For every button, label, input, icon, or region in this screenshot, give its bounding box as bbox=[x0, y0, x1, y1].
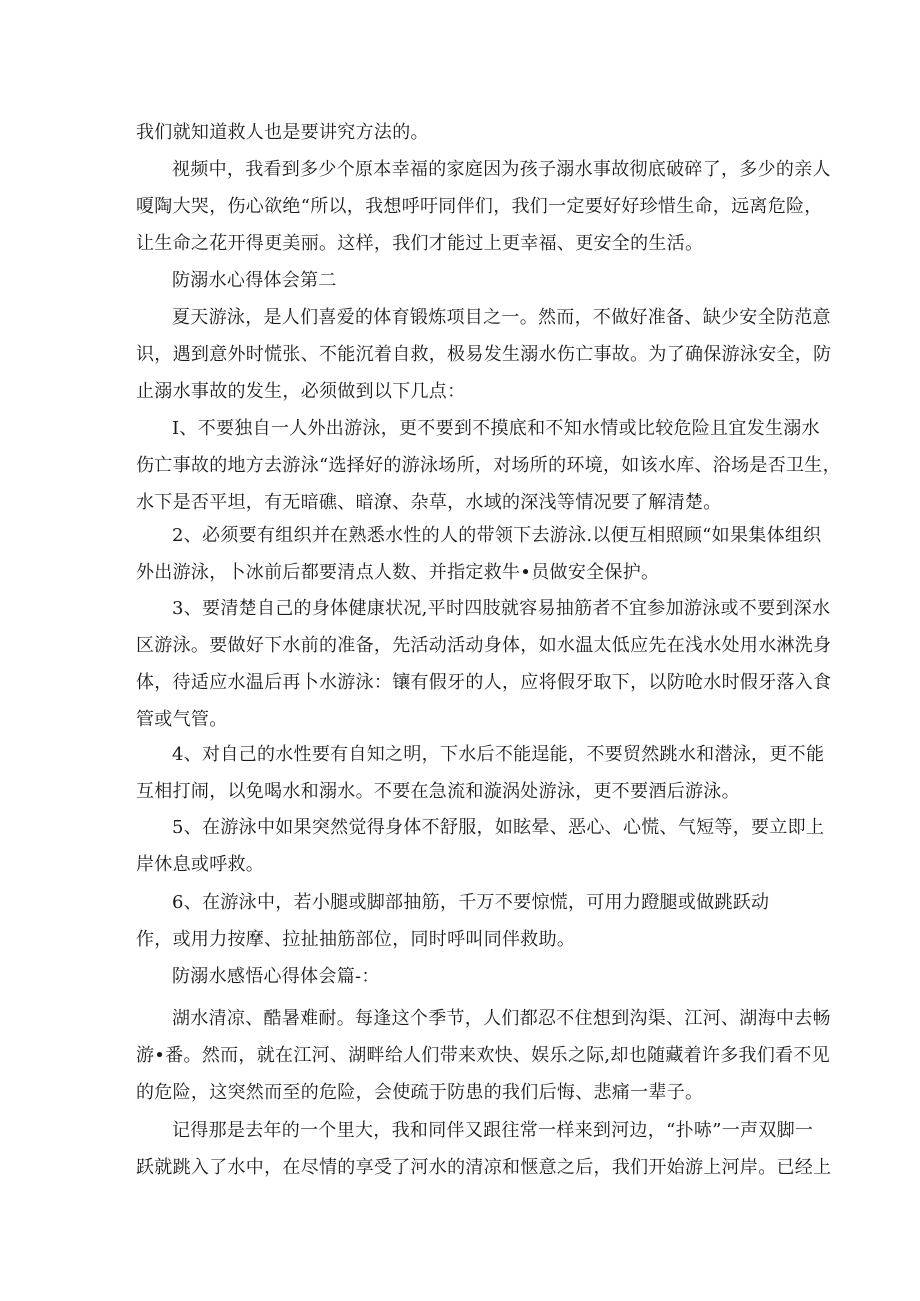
paragraph-2 bbox=[136, 151, 831, 262]
text-line: 让生命之花开得更美丽。这样，我们才能过上更幸福、更安全的生活。 bbox=[136, 233, 704, 254]
text-line: 互相打闹，以免喝水和溺水。不要在急流和漩涡处游泳，更不要酒后游泳。 bbox=[136, 781, 740, 802]
text-line: 4、对自己的水性要有自知之明，下水后不能逞能，不要贸然跳水和潜泳，更不能 bbox=[172, 744, 825, 765]
text-line: 伤亡事故的地方去游泳“选择好的游泳场所，对场所的环境，如该水库、浴场是否卫生， bbox=[136, 455, 841, 476]
list-item-6 bbox=[136, 884, 784, 958]
text-line: 防溺水心得体会第二 bbox=[172, 270, 337, 291]
text-line: 跃就跳入了水中，在尽情的享受了河水的清凉和惬意之后，我们开始游上河岸。已经上 bbox=[136, 1157, 832, 1178]
text-line: 体，待适应水温后再卜水游泳：镶有假牙的人，应将假牙取下，以防呛水时假牙落入食 bbox=[136, 672, 832, 693]
text-line: 作，或用力按摩、拉扯抽筋部位，同时呼叫同伴救助。 bbox=[136, 929, 576, 950]
text-line: 区游泳。要做好下水前的准备，先活动活动身体，如水温太低应先在浅水处用水淋洗身 bbox=[136, 635, 832, 656]
text-line: 6、在游泳中，若小腿或脚部抽筋，千万不要惊慌，可用力蹬腿或做跳跃动 bbox=[172, 892, 770, 913]
text-line: 管或气管。 bbox=[136, 709, 228, 730]
paragraph-1 bbox=[136, 114, 784, 151]
section-heading-2 bbox=[136, 262, 784, 299]
text-line: 湖水清凉、酷暑难耐。每逢这个季节，人们都忍不住想到沟渠、江河、湖海中去畅 bbox=[172, 1008, 831, 1029]
text-line: 止溺水事故的发生，必须做到以下几点： bbox=[136, 381, 466, 402]
paragraph-4 bbox=[136, 299, 832, 410]
text-line: 识，遇到意外时慌张、不能沉着自救，极易发生溺水伤亡事故。为了确保游泳安全，防 bbox=[136, 344, 832, 365]
text-line: 5、在游泳中如果突然觉得身体不舒服，如眩晕、恶心、心慌、气短等，要立即上 bbox=[172, 817, 825, 838]
text-line: 游•番。然而，就在江河、湖畔给人们带来欢快、娱乐之际,却也随藏着许多我们看不见 bbox=[136, 1045, 831, 1066]
list-item-3 bbox=[136, 590, 832, 738]
paragraph-12 bbox=[136, 1000, 831, 1111]
text-line: 水下是否平坦，有无暗礁、暗潦、杂草，水域的深浅等情况要了解清楚。 bbox=[136, 492, 722, 513]
text-line: 3、要清楚自己的身体健康状况,平时四肢就容易抽筋者不宜参加游泳或不要到深水 bbox=[172, 598, 831, 619]
list-item-4 bbox=[136, 736, 825, 810]
text-line: 嗄陶大哭，伤心欲绝“所以，我想呼吁同伴们，我们一定要好好珍惜生命，远离危险， bbox=[136, 196, 823, 217]
list-item-1 bbox=[136, 410, 841, 521]
text-line: 我们就知道救人也是要讲究方法的。 bbox=[136, 122, 429, 143]
text-line: I、不要独自一人外出游泳，更不要到不摸底和不知水情或比较危险且宜发生溺水 bbox=[172, 418, 820, 439]
text-line: 岸休息或呼救。 bbox=[136, 854, 265, 875]
text-line: 记得那是去年的一个里大，我和同伴又跟往常一样来到河边，“扑哧”一声双脚一 bbox=[172, 1120, 814, 1141]
text-line: 的危险，这突然而至的危险，会使疏于防患的我们后悔、悲痛一辈子。 bbox=[136, 1082, 704, 1103]
list-item-2 bbox=[136, 517, 822, 591]
text-line: 2、必须要有组织并在熟悉水性的人的带领下去游泳.以便互相照顾“如果集体组织 bbox=[172, 525, 822, 546]
list-item-5 bbox=[136, 809, 825, 883]
section-heading-3 bbox=[136, 958, 784, 995]
text-line: 夏天游泳，是人们喜爱的体育锻炼项目之一。然而，不做好准备、缺少安全防范意 bbox=[172, 307, 831, 328]
text-line: 防溺水感悟心得体会篇-： bbox=[172, 966, 380, 987]
paragraph-13 bbox=[136, 1112, 832, 1186]
text-line: 视频中，我看到多少个原本幸福的家庭因为孩子溺水事故彻底破碎了，多少的亲人 bbox=[172, 159, 831, 180]
text-line: 外出游泳，卜冰前后都要清点人数、并指定救牛•员做安全保护。 bbox=[136, 562, 660, 583]
